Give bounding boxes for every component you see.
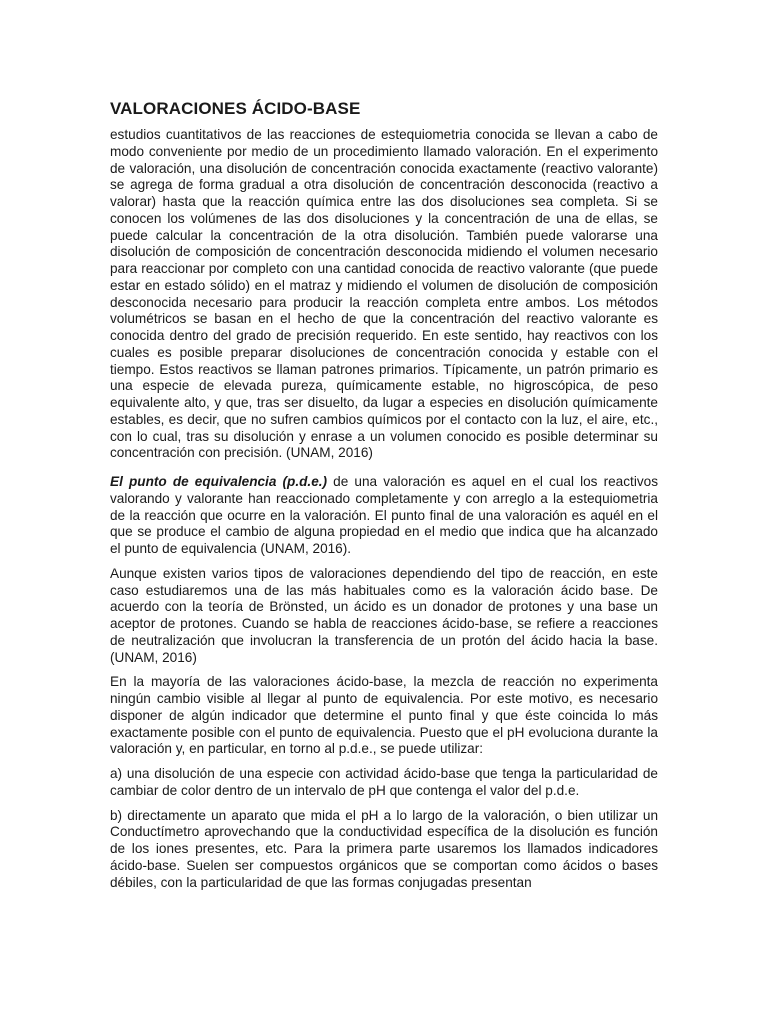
- paragraph-option-b: b) directamente un aparato que mida el pH a lo largo de la valoración, o bien utilizar un Conductímetro aprovechando que la conductividad específica de la disolución es función de los iones presentes, etc. Para la primera parte usaremos los llamados indicadores ácido-base. Suelen ser compuestos orgánicos que se comportan como ácidos o bases débiles, con la particularidad de que las formas conjugadas presentan: [110, 807, 658, 890]
- document-title: VALORACIONES ÁCIDO-BASE: [110, 99, 361, 118]
- paragraph-option-a: a) una disolución de una especie con actividad ácido-base que tenga la particularidad de cambiar de color dentro de un intervalo de pH que contenga el valor del p.d.e.: [110, 766, 658, 798]
- document-page: [110, 98, 658, 899]
- paragraph-indicator-need: En la mayoría de las valoraciones ácido-base, la mezcla de reacción no experimenta ningún cambio visible al llegar al punto de equivalencia. Por este motivo, es necesario disponer de algún indicador que determine el punto final y que éste coincida lo más exactamente posible con el punto de equivalencia. Puesto que el pH evoluciona durante la valoración y, en particular, en torno al p.d.e., se puede utilizar:: [110, 674, 658, 757]
- equivalence-point-definition: de una valoración es aquel en el cual los reactivos valorando y valorante han reaccionado completamente y con arreglo a la estequiometria de la reacción que ocurre en la valoración. El punto final de una valoración es aquél en el que se produce el cambio de alguna propiedad en el medio que indica que ha alcanzado el punto de equivalencia (UNAM, 2016).: [110, 474, 658, 556]
- equivalence-point-term: El punto de equivalencia (p.d.e.): [110, 474, 328, 489]
- paragraph-titration-types: Aunque existen varios tipos de valoraciones dependiendo del tipo de reacción, en este caso estudiaremos una de las más habituales como es la valoración ácido base. De acuerdo con la teoría de Brönsted, un ácido es un donador de protones y una base un aceptor de protones. Cuando se habla de reacciones ácido-base, se refiere a reacciones de neutralización que involucran la transferencia de un protón del ácido hacia la base. (UNAM, 2016): [110, 565, 658, 665]
- paragraph-titration-intro: estudios cuantitativos de las reacciones de estequiometria conocida se llevan a cabo de modo conveniente por medio de un procedimiento llamado valoración. En el experimento de valoración, una disolución de concentración conocida exactamente (reactivo valorante) se agrega de forma gradual a otra disolución de concentración desconocida (reactivo a valorar) hasta que la reacción química entre las dos disoluciones sea completa. Si se conocen los volúmenes de las dos disoluciones y la concentración de una de ellas, se puede calcular la concentración de la otra disolución. También puede valorarse una disolución de composición de concentración desconocida midiendo el volumen necesario para reaccionar por completo con una cantidad conocida de reactivo valorante (que puede estar en estado sólido) en el matraz y midiendo el volumen de disolución de composición desconocida necesario para producir la reacción completa entre ambos. Los métodos volumétricos se basan en el hecho de que la concentración del reactivo valorante es conocida dentro del grado de precisión requerido. En este sentido, hay reactivos con los cuales es posible preparar disoluciones de concentración conocida y estable con el tiempo. Estos reactivos se llaman patrones primarios. Típicamente, un patrón primario es una especie de elevada pureza, químicamente estable, no higroscópica, de peso equivalente alto, y que, tras ser disuelto, da lugar a especies en disolución químicamente estables, es decir, que no sufren cambios químicos por el contacto con la luz, el aire, etc., con lo cual, tras su disolución y enrase a un volumen conocido es posible determinar su concentración con precisión. (UNAM, 2016): [110, 127, 658, 461]
- paragraph-equivalence-point: [110, 474, 658, 558]
